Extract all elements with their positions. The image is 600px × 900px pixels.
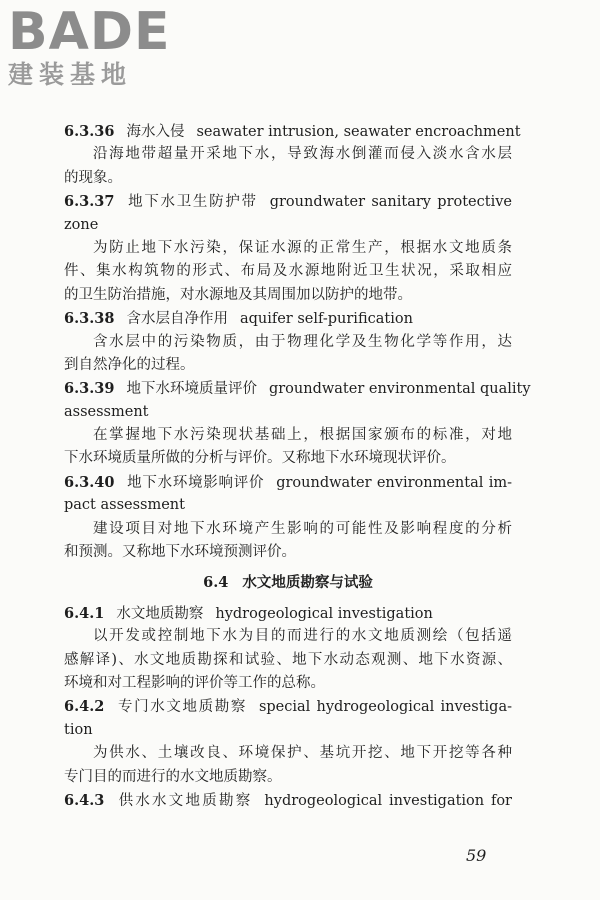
term-heading: 6.3.39 地下水环境质量评价 groundwater environmental quality: [64, 380, 531, 398]
term-heading: 6.3.36 海水入侵 seawater intrusion, seawater encroachment: [64, 123, 521, 140]
term-heading: 6.4.2 专门水文地质勘察 special hydrogeological investiga-: [64, 698, 512, 716]
term-heading: 6.3.37 地下水卫生防护带 groundwater sanitary protective: [64, 193, 512, 211]
term-heading: 6.3.38 含水层自净作用 aquifer self-purification: [64, 310, 413, 328]
page-number: 59: [466, 846, 487, 865]
logo: [8, 2, 178, 90]
definition-line: 感解译)、水文地质勘探和试验、地下水动态观测、地下水资源、: [64, 651, 512, 668]
definition-line: 建设项目对地下水环境产生影响的可能性及影响程度的分析: [93, 520, 512, 537]
term-heading: 6.4.3 供水水文地质勘察 hydrogeological investigation for: [64, 791, 512, 809]
term-heading-continuation: assessment: [64, 403, 149, 420]
term-heading-continuation: tion: [64, 721, 93, 738]
definition-line: 专门目的而进行的水文地质勘察。: [64, 768, 282, 785]
definition-line: 含水层中的污染物质，由于物理化学及生物化学等作用，达: [93, 333, 512, 350]
definition-line: 为供水、土壤改良、环境保护、基坑开挖、地下开挖等各种: [93, 745, 512, 762]
term-heading-continuation: pact assessment: [64, 497, 185, 514]
definition-line: 在掌握地下水污染现状基础上，根据国家颁布的标准，对地: [93, 427, 512, 444]
term-heading-continuation: zone: [64, 216, 99, 233]
definition-line: 下水环境质量所做的分析与评价。又称地下水环境现状评价。: [64, 450, 456, 467]
term-heading: 6.4.1 水文地质勘察 hydrogeological investigation: [64, 604, 433, 622]
section-heading: 6.4 水文地质勘察与试验: [203, 574, 373, 592]
definition-line: 到自然净化的过程。: [64, 356, 195, 373]
page-body: [64, 120, 531, 812]
logo-subtitle: 建装基地: [8, 60, 133, 89]
definition-line: 沿海地带超量开采地下水，导致海水倒灌而侵入淡水含水层: [93, 146, 512, 163]
definition-line: 的卫生防治措施，对水源地及其周围加以防护的地带。: [64, 286, 412, 303]
definition-line: 的现象。: [64, 169, 122, 186]
definition-line: 和预测。又称地下水环境预测评价。: [64, 544, 296, 561]
definition-line: 为防止地下水污染，保证水源的正常生产，根据水文地质条: [93, 239, 512, 256]
definition-line: 件、集水构筑物的形式、布局及水源地附近卫生状况，采取相应: [64, 263, 512, 280]
logo-wordmark: BADE: [8, 2, 171, 62]
definition-line: 环境和对工程影响的评价等工作的总称。: [64, 674, 325, 691]
definition-line: 以开发或控制地下水为目的而进行的水文地质测绘（包括遥: [93, 628, 512, 645]
term-heading: 6.3.40 地下水环境影响评价 groundwater environmental im-: [64, 473, 512, 491]
